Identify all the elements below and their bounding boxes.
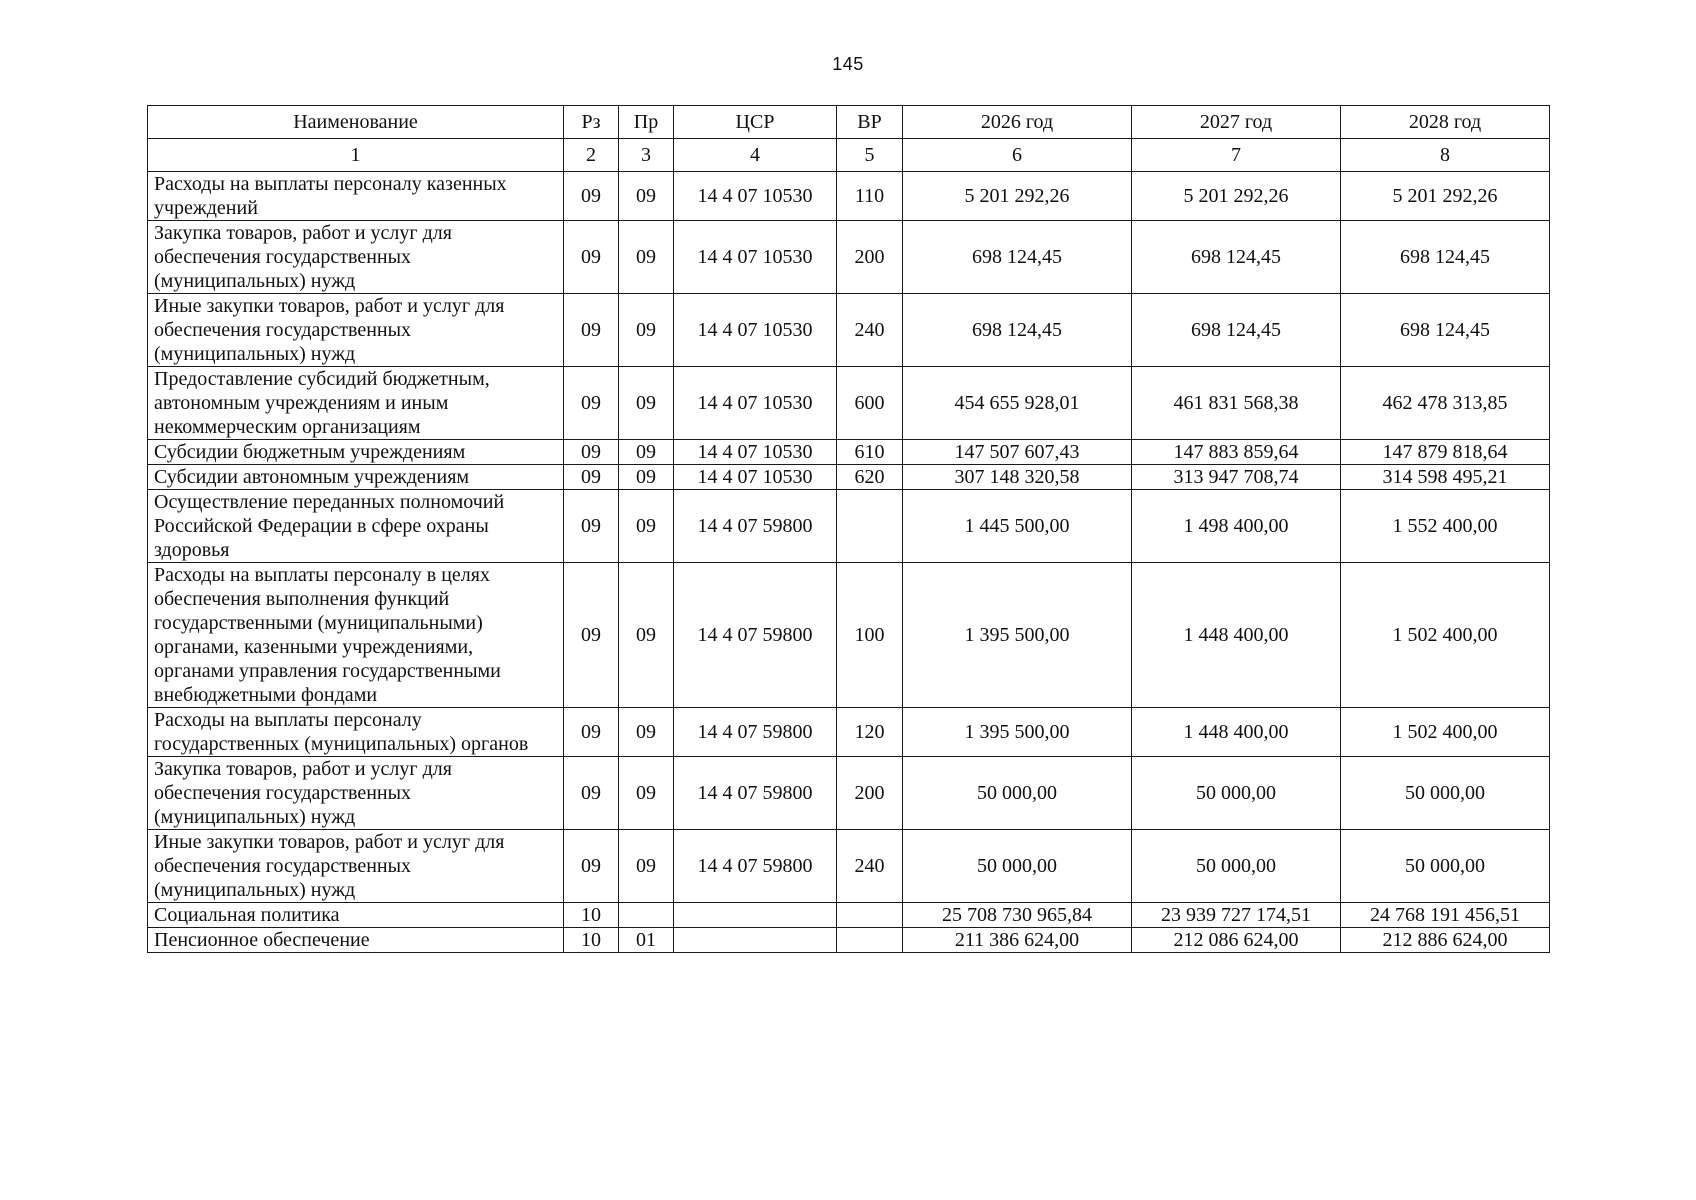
table-row — [148, 490, 1550, 563]
row-name: Субсидии бюджетным учреждениям — [148, 440, 564, 465]
row-pr: 09 — [619, 465, 674, 490]
row-amount-2026: 698 124,45 — [903, 294, 1132, 367]
row-amount-2027: 147 883 859,64 — [1132, 440, 1341, 465]
table-row — [148, 221, 1550, 294]
row-vr: 240 — [837, 830, 903, 903]
row-pr: 09 — [619, 708, 674, 757]
row-amount-2026: 147 507 607,43 — [903, 440, 1132, 465]
table-row — [148, 928, 1550, 953]
col-header-rz: Рз — [564, 106, 619, 139]
row-amount-2027: 698 124,45 — [1132, 294, 1341, 367]
column-number: 2 — [564, 139, 619, 172]
column-number: 7 — [1132, 139, 1341, 172]
row-pr: 09 — [619, 221, 674, 294]
table-row — [148, 830, 1550, 903]
column-number: 5 — [837, 139, 903, 172]
row-csr: 14 4 07 59800 — [674, 563, 837, 708]
row-csr: 14 4 07 10530 — [674, 440, 837, 465]
row-amount-2028: 50 000,00 — [1341, 830, 1550, 903]
row-vr: 620 — [837, 465, 903, 490]
table-row — [148, 563, 1550, 708]
row-csr: 14 4 07 10530 — [674, 221, 837, 294]
row-amount-2028: 698 124,45 — [1341, 221, 1550, 294]
row-vr: 200 — [837, 757, 903, 830]
row-amount-2026: 50 000,00 — [903, 830, 1132, 903]
row-vr: 600 — [837, 367, 903, 440]
row-vr — [837, 928, 903, 953]
row-name: Осуществление переданных полномочий Российской Федерации в сфере охраны здоровья — [148, 490, 564, 563]
table-row — [148, 903, 1550, 928]
table-row — [148, 757, 1550, 830]
row-name: Иные закупки товаров, работ и услуг для обеспечения государственных (муниципальных) нужд — [148, 830, 564, 903]
table-row — [148, 294, 1550, 367]
row-amount-2027: 313 947 708,74 — [1132, 465, 1341, 490]
column-number: 1 — [148, 139, 564, 172]
row-rz: 09 — [564, 221, 619, 294]
row-amount-2027: 698 124,45 — [1132, 221, 1341, 294]
row-amount-2026: 5 201 292,26 — [903, 172, 1132, 221]
row-amount-2026: 1 445 500,00 — [903, 490, 1132, 563]
row-rz: 10 — [564, 903, 619, 928]
row-name: Расходы на выплаты персоналу в целях обеспечения выполнения функций государственными (муниципальными) органами, казенными учреждениями, органами управления государственными внебюджетными фондами — [148, 563, 564, 708]
table-header-row — [148, 106, 1550, 139]
row-pr: 09 — [619, 172, 674, 221]
row-name: Расходы на выплаты персоналу государственных (муниципальных) органов — [148, 708, 564, 757]
row-amount-2027: 50 000,00 — [1132, 830, 1341, 903]
row-csr: 14 4 07 59800 — [674, 830, 837, 903]
row-rz: 09 — [564, 708, 619, 757]
row-vr: 610 — [837, 440, 903, 465]
table-row — [148, 367, 1550, 440]
row-amount-2027: 212 086 624,00 — [1132, 928, 1341, 953]
row-pr: 09 — [619, 563, 674, 708]
row-vr — [837, 903, 903, 928]
row-amount-2028: 147 879 818,64 — [1341, 440, 1550, 465]
row-rz: 09 — [564, 757, 619, 830]
row-rz: 09 — [564, 440, 619, 465]
col-header-pr: Пр — [619, 106, 674, 139]
row-pr: 09 — [619, 294, 674, 367]
row-amount-2028: 1 502 400,00 — [1341, 563, 1550, 708]
row-amount-2027: 1 498 400,00 — [1132, 490, 1341, 563]
table-row — [148, 172, 1550, 221]
col-header-2027: 2027 год — [1132, 106, 1341, 139]
row-name: Иные закупки товаров, работ и услуг для обеспечения государственных (муниципальных) нужд — [148, 294, 564, 367]
row-amount-2028: 1 502 400,00 — [1341, 708, 1550, 757]
row-name: Субсидии автономным учреждениям — [148, 465, 564, 490]
row-amount-2027: 23 939 727 174,51 — [1132, 903, 1341, 928]
row-pr: 09 — [619, 367, 674, 440]
row-rz: 09 — [564, 830, 619, 903]
row-csr: 14 4 07 59800 — [674, 757, 837, 830]
row-amount-2028: 212 886 624,00 — [1341, 928, 1550, 953]
table-body — [148, 172, 1550, 953]
row-name: Социальная политика — [148, 903, 564, 928]
row-csr — [674, 928, 837, 953]
row-csr: 14 4 07 10530 — [674, 172, 837, 221]
row-amount-2027: 1 448 400,00 — [1132, 708, 1341, 757]
row-vr: 110 — [837, 172, 903, 221]
row-vr: 240 — [837, 294, 903, 367]
row-amount-2026: 25 708 730 965,84 — [903, 903, 1132, 928]
page-number: 145 — [832, 54, 864, 74]
row-pr: 09 — [619, 757, 674, 830]
col-header-vr: ВР — [837, 106, 903, 139]
row-amount-2027: 1 448 400,00 — [1132, 563, 1341, 708]
column-number: 6 — [903, 139, 1132, 172]
row-csr: 14 4 07 59800 — [674, 490, 837, 563]
row-vr: 120 — [837, 708, 903, 757]
row-pr: 09 — [619, 490, 674, 563]
row-rz: 09 — [564, 563, 619, 708]
row-csr — [674, 903, 837, 928]
column-number: 4 — [674, 139, 837, 172]
row-rz: 09 — [564, 465, 619, 490]
row-amount-2028: 50 000,00 — [1341, 757, 1550, 830]
row-rz: 09 — [564, 490, 619, 563]
row-amount-2028: 462 478 313,85 — [1341, 367, 1550, 440]
row-amount-2027: 50 000,00 — [1132, 757, 1341, 830]
row-amount-2028: 698 124,45 — [1341, 294, 1550, 367]
row-name: Закупка товаров, работ и услуг для обеспечения государственных (муниципальных) нужд — [148, 757, 564, 830]
row-amount-2026: 211 386 624,00 — [903, 928, 1132, 953]
row-csr: 14 4 07 10530 — [674, 367, 837, 440]
row-amount-2028: 24 768 191 456,51 — [1341, 903, 1550, 928]
row-csr: 14 4 07 10530 — [674, 465, 837, 490]
table-row — [148, 708, 1550, 757]
row-rz: 10 — [564, 928, 619, 953]
col-header-csr: ЦСР — [674, 106, 837, 139]
col-header-2026: 2026 год — [903, 106, 1132, 139]
row-vr: 100 — [837, 563, 903, 708]
row-rz: 09 — [564, 172, 619, 221]
table-row — [148, 440, 1550, 465]
row-name: Пенсионное обеспечение — [148, 928, 564, 953]
row-pr: 09 — [619, 440, 674, 465]
row-rz: 09 — [564, 367, 619, 440]
row-amount-2027: 5 201 292,26 — [1132, 172, 1341, 221]
row-amount-2028: 1 552 400,00 — [1341, 490, 1550, 563]
column-number: 8 — [1341, 139, 1550, 172]
row-amount-2026: 698 124,45 — [903, 221, 1132, 294]
row-csr: 14 4 07 10530 — [674, 294, 837, 367]
row-rz: 09 — [564, 294, 619, 367]
col-header-2028: 2028 год — [1341, 106, 1550, 139]
row-name: Расходы на выплаты персоналу казенных учреждений — [148, 172, 564, 221]
row-amount-2026: 50 000,00 — [903, 757, 1132, 830]
col-header-name: Наименование — [148, 106, 564, 139]
row-pr: 09 — [619, 830, 674, 903]
budget-table — [147, 105, 1550, 953]
row-name: Предоставление субсидий бюджетным, автономным учреждениям и иным некоммерческим организациям — [148, 367, 564, 440]
row-amount-2026: 1 395 500,00 — [903, 708, 1132, 757]
column-number: 3 — [619, 139, 674, 172]
row-pr — [619, 903, 674, 928]
row-amount-2028: 314 598 495,21 — [1341, 465, 1550, 490]
row-amount-2026: 454 655 928,01 — [903, 367, 1132, 440]
table-row — [148, 465, 1550, 490]
row-name: Закупка товаров, работ и услуг для обеспечения государственных (муниципальных) нужд — [148, 221, 564, 294]
row-amount-2026: 1 395 500,00 — [903, 563, 1132, 708]
column-number-row — [148, 139, 1550, 172]
row-vr — [837, 490, 903, 563]
row-vr: 200 — [837, 221, 903, 294]
row-amount-2027: 461 831 568,38 — [1132, 367, 1341, 440]
row-amount-2026: 307 148 320,58 — [903, 465, 1132, 490]
row-amount-2028: 5 201 292,26 — [1341, 172, 1550, 221]
row-csr: 14 4 07 59800 — [674, 708, 837, 757]
row-pr: 01 — [619, 928, 674, 953]
